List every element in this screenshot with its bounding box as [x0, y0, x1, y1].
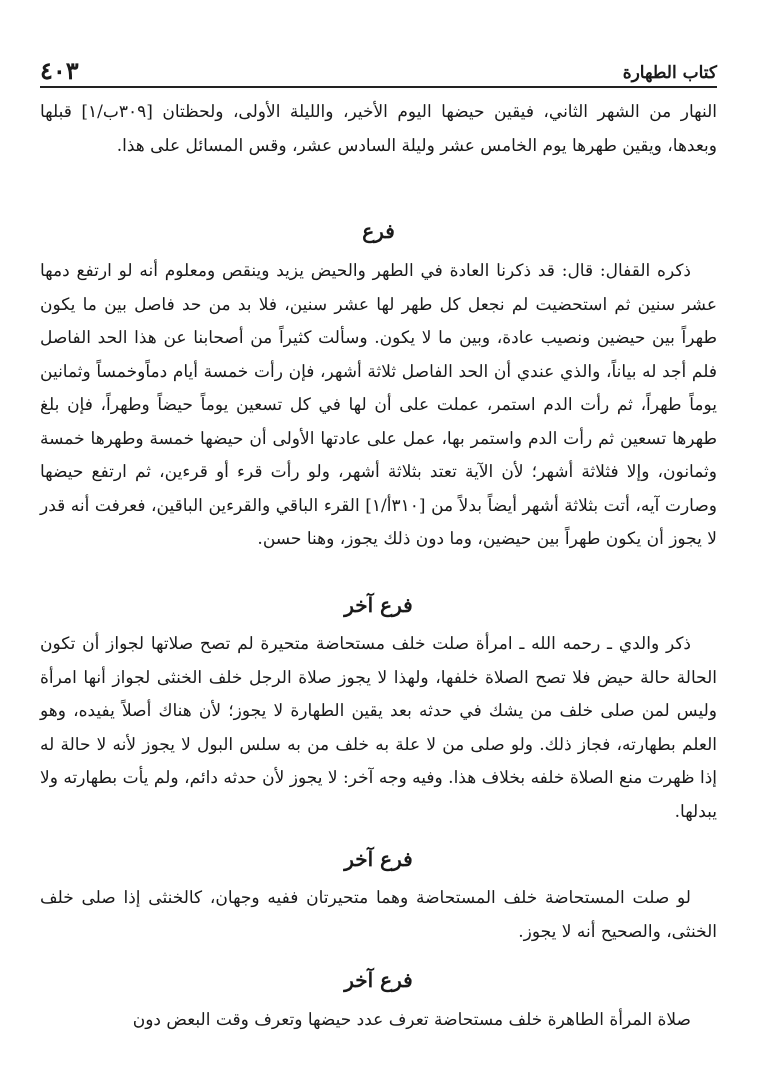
page-number: ٤٠٣: [40, 56, 79, 85]
section-heading-far: فرع: [362, 219, 395, 243]
paragraph-continuation: النهار من الشهر الثاني، فيقين حيضها اليوم الأخير، والليلة الأولى، ولحظتان [٣٠٩ب/١] قبلها وبعدها، ويقين طهرها يوم الخامس عشر وليلة السادس عشر، وقس المسائل على هذا.: [40, 102, 717, 156]
paragraph-walidi: ذكر والدي ـ رحمه الله ـ امرأة صلت خلف مستحاضة متحيرة لم تصح صلاتها لجواز أن تكون الحالة حالة حيض فلا تصح الصلاة خلفها، ولهذا لا يجوز صلاة الرجل خلف الخنثى لجواز أنها امرأة وليس لمن صلى خلف من يشك في حدثه بعد يقين الطهارة لا يجوز؛ لأن هناك أصلاً يفيده، وهو العلم بطهارته، فجاز ذلك. ولو صلى من لا علة به خلف من به سلس البول لا يجوز لأنه لا حالة له إذا ظهرت منع الصلاة خلفه بخلاف هذا. وفيه وجه آخر: لا يجوز لأن حدثه دائم، ولم يأت بطهارته ولا يبدلها.: [40, 634, 717, 822]
book-title: كتاب الطهارة: [622, 63, 717, 83]
section-heading-far-akhar-1: فرع آخر: [344, 593, 413, 617]
paragraph-qaffal: ذكره القفال: قال: قد ذكرنا العادة في الطهر والحيض يزيد وينقص ومعلوم أنه لو ارتفع دمها عشر سنين ثم استحضيت لم نجعل كل طهر لها عشر سنين، فلا بد من حد فاصل بين ما يكون طهراً بين حيضين ونصيب عادة، وبين ما لا يكون. وسألت كثيراً من أصحابنا عن هذا الحد الفاصل فلم أجد له بياناً، والذي عندي أن الحد الفاصل ثلاثة أشهر، فإن رأت خمسة أيام دماًوخمساً وثمانين يوماً طهراً، ثم رأت الدم استمر، عملت على أن لها في كل تسعين يوماً حيضاً وطهراً، فإن بلغ طهرها تسعين ثم رأت الدم واستمر بها، عمل على عادتها الأولى أن حيضها خمسة وطهرها خمسة وثمانون، وإلا فثلاثة أشهر؛ لأن الآية تعتد بثلاثة أشهر، ولو رأت قرء أو قرءين، ثم ارتفع حيضها وصارت آيه، أتت بثلاثة أشهر أيضاً بدلاً من [٣١٠أ/١] القرء الباقي والقرءين الباقين، فعرفت أنه قدر لا يجوز أن يكون طهراً بين حيضين، وما دون ذلك يجوز، وهنا حسن.: [40, 261, 717, 549]
section-heading-far-akhar-2: فرع آخر: [344, 847, 413, 871]
paragraph-tahira: صلاة المرأة الطاهرة خلف مستحاضة تعرف عدد حيضها وتعرف وقت البعض دون: [132, 1010, 691, 1030]
paragraph-mustahada: لو صلت المستحاضة خلف المستحاضة وهما متحيرتان ففيه وجهان، كالخنثى إذا صلى خلف الخنثى، والصحيح أنه لا يجوز.: [40, 888, 717, 942]
section-heading-far-akhar-3: فرع آخر: [344, 968, 413, 992]
running-header: [40, 52, 717, 88]
